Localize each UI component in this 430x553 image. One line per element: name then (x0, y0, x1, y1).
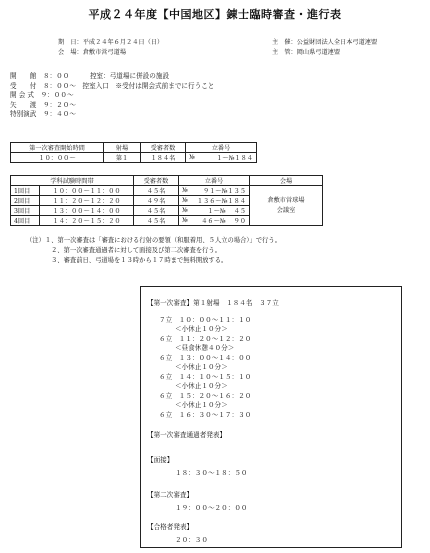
th-number: 立番号 (179, 176, 250, 186)
schedule-item: 開 館 ８：００ 控室：弓道場に併設の施設 (10, 72, 170, 80)
schedule-item: 矢 渡 ９：２０〜 (10, 100, 76, 109)
section-time: ２０：３０ (175, 536, 208, 544)
table-row: 4回目 １４：２０〜１５：２０ ４５名 № ４６〜№ ９０ (11, 216, 323, 226)
first-exam-table (10, 142, 257, 163)
meta-venue (58, 48, 126, 58)
th-count: 受審者数 (141, 143, 186, 153)
venue-cell: 倉敷市営球場 会議室 (250, 186, 323, 226)
meta-manager (272, 48, 340, 58)
note-item: ２、第一次審査通過者に対して面接及び第二次審査を行う。 (51, 247, 222, 254)
meta-organizer-value: 公益財団法人全日本弓道連盟 (296, 39, 378, 46)
meta-date (58, 38, 163, 48)
th-venue: 会場 (250, 176, 323, 186)
table-row: 3回目 １３：００〜１４：００ ４５名 № １〜№ ４５ (11, 206, 323, 216)
box-line: ６立 １５：２０〜１６：２０ (159, 392, 252, 400)
schedule-item: 開 会 式 ９：００〜 (10, 91, 74, 99)
box-line: ６立 １４：１０〜１５：１０ (159, 373, 252, 381)
box-line: ＜昼食休憩４０分＞ (175, 344, 235, 352)
note-item: （注）１、第一次審査は「審査における行射の要領（和服着用、５人立の場合）」で行う。 (26, 237, 282, 244)
meta-organizer (272, 38, 377, 48)
box-line: ＜小休止１０分＞ (175, 382, 228, 390)
schedule-item: 特別演武 ９：４０〜 (10, 110, 76, 118)
meta-date-value: 平成２４年６月２４日（日） (82, 39, 164, 46)
box-line: ＜小休止１０分＞ (175, 325, 228, 333)
section-heading: 【面接】 (147, 456, 174, 464)
box-line: ＜小休止１０分＞ (175, 401, 228, 409)
schedule-list (10, 72, 214, 120)
meta-organizer-label: 主 催： (272, 39, 297, 46)
meta-manager-value: 岡山県弓道連盟 (296, 49, 341, 56)
section-heading: 【第一次審査通過者発表】 (147, 431, 227, 439)
page-title: 平成２４年度【中国地区】錬士臨時審査・進行表 (88, 8, 342, 21)
th-start-time: 第一次審査開始時間 (11, 143, 104, 153)
section-heading: 【合格者発表】 (147, 523, 194, 531)
th-written-time: 学科試験時間帯 (11, 176, 134, 186)
box-header: 【第一次審査】第１射場 １８４名 ３７立 (147, 299, 279, 307)
exam-schedule-box (140, 286, 402, 548)
section-heading: 【第二次審査】 (147, 491, 194, 499)
meta-venue-label: 会 場： (58, 49, 83, 56)
section-time: １８：３０〜１８：５０ (175, 469, 248, 477)
box-line: ７立 １０：００〜１１：１０ (159, 316, 252, 324)
table-row: 2回目 １１：２０〜１２：２０ ４９名 № １３６〜№１８４ (11, 196, 323, 206)
table-row: １０：００〜 第１ １８４名 № １〜№１８４ (11, 153, 257, 163)
meta-venue-value: 倉敷市営弓道場 (82, 49, 127, 56)
box-line: ６立 １３：００〜１４：００ (159, 354, 252, 362)
notes (26, 236, 281, 266)
table-row: 1回目 １０：００〜１１：００ ４５名 № ９１〜№１３５ 倉敷市営球場 会議室 (11, 186, 323, 196)
box-line: ＜小休止１０分＞ (175, 363, 228, 371)
box-line: ６立 １６：３０〜１７：３０ (159, 411, 252, 419)
note-item: ３、審査前日、弓道場を１３時から１７時まで無料開放する。 (51, 257, 228, 264)
box-line: ６立 １１：２０〜１２：２０ (159, 335, 252, 343)
written-exam-table (10, 175, 323, 226)
section-time: １９：００〜２０：００ (175, 504, 248, 512)
th-number: 立番号 (186, 143, 257, 153)
schedule-item: 受 付 ８：００〜 控室入口 ※受付は開会式前までに行うこと (10, 81, 215, 90)
th-range: 射場 (104, 143, 141, 153)
th-count: 受審者数 (134, 176, 179, 186)
meta-date-label: 期 日： (58, 39, 83, 46)
meta-manager-label: 主 管： (272, 49, 297, 56)
